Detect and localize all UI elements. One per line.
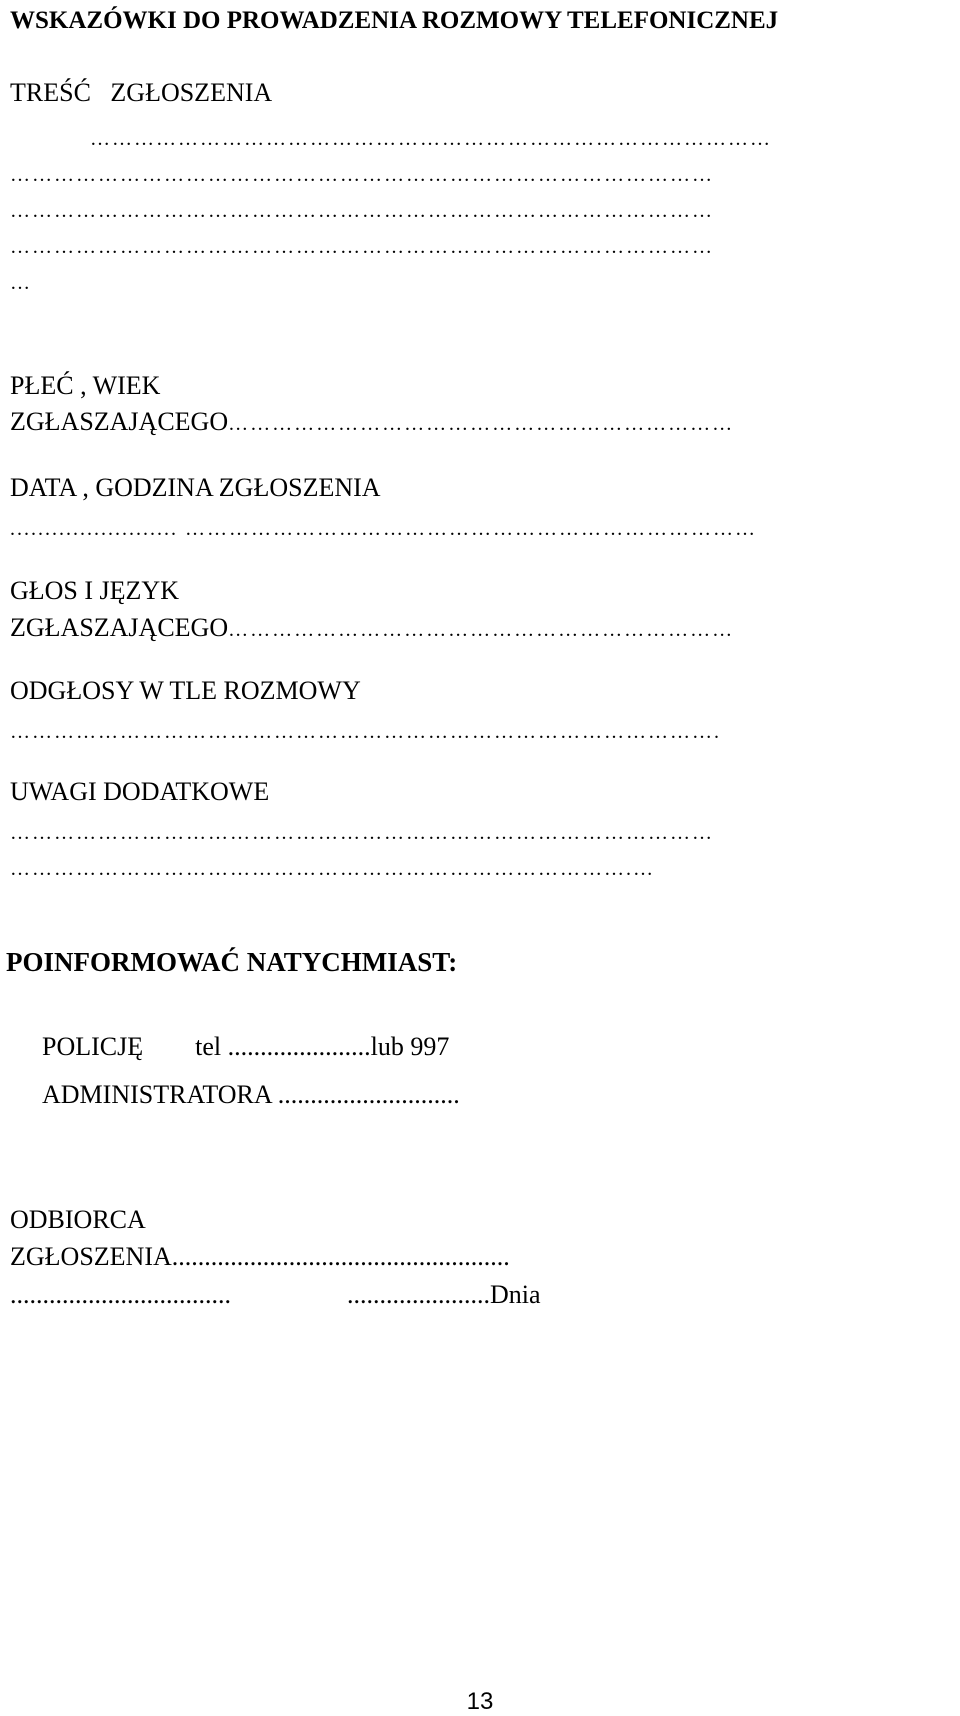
voice-label: GŁOS I JĘZYK xyxy=(10,576,179,605)
page-number: 13 xyxy=(466,1688,494,1715)
date-label: DATA , GODZINA ZGŁOSZENIA xyxy=(10,473,381,502)
date-dots: ........................ …………………………………………………………………… xyxy=(10,518,757,540)
sex-age-label: PŁEĆ , WIEK xyxy=(10,371,161,400)
receiver-label: ODBIORCA xyxy=(10,1205,146,1234)
content-line-3: …………………………………………………………………………………… xyxy=(10,200,714,222)
content-line-5: … xyxy=(10,272,32,294)
background-label: ODGŁOSY W TLE ROZMOWY xyxy=(10,676,361,705)
content-line-2: …………………………………………………………………………………… xyxy=(10,164,714,186)
receiver-sign-dots: .................................. xyxy=(10,1280,231,1309)
police-label: POLICJĘ xyxy=(42,1032,144,1061)
notes-dots-2: ………………………………………………………………………….… xyxy=(10,858,655,880)
sex-age-label-2-text: ZGŁASZAJĄCEGO xyxy=(10,407,229,436)
inform-heading: POINFORMOWAĆ NATYCHMIAST: xyxy=(6,947,458,977)
voice-label-2-text: ZGŁASZAJĄCEGO xyxy=(10,613,229,642)
content-label: TREŚĆ ZGŁOSZENIA xyxy=(10,78,273,107)
content-line-4: …………………………………………………………………………………… xyxy=(10,236,714,258)
admin-line: ADMINISTRATORA ............................ xyxy=(42,1080,460,1109)
document-title: WSKAZÓWKI DO PROWADZENIA ROZMOWY TELEFONICZNEJ xyxy=(10,7,779,34)
voice-label-2 xyxy=(10,613,734,645)
receiver-label-2: ZGŁOSZENIA.................................................... xyxy=(10,1242,510,1271)
sex-age-dots: …………………………………………………………… xyxy=(228,413,735,435)
police-line xyxy=(42,1032,449,1062)
notes-dots-1: …………………………………………………………………………………… xyxy=(10,822,714,844)
police-tel: tel ......................lub 997 xyxy=(195,1032,450,1061)
background-dots: ……………………………………………………………………………………. xyxy=(10,721,721,743)
sex-age-label-2 xyxy=(10,407,734,439)
voice-dots: …………………………………………………………… xyxy=(228,619,735,641)
notes-label: UWAGI DODATKOWE xyxy=(10,777,270,806)
receiver-sign-line xyxy=(10,1280,541,1310)
receiver-date: ......................Dnia xyxy=(347,1280,541,1309)
content-line-1: ………………………………………………………………………………… xyxy=(90,128,772,150)
